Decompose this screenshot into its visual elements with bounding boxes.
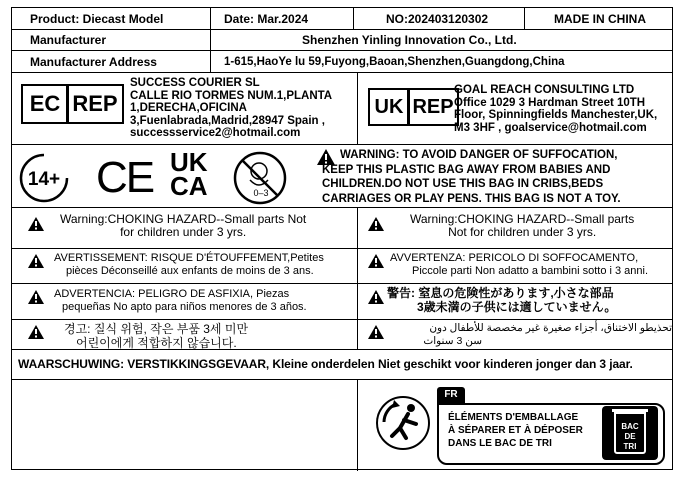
manufacturer-address: 1-615,HaoYe lu 59,Fuyong,Baoan,Shenzhen,Guangdong,China [224,56,565,68]
choking-warning-it: AVVERTENZA: PERICOLO DI SOFFOCAMENTO, Piccole parti Non adatto a bambini sotto i 3 anni. [390,252,649,277]
choking-warning-ar: تحذيطو الاختناق، أجزاء صغيرة غير مخصصة للأطفال دون سن 3 سنوات [423,322,672,347]
choking-warning-ja: 警告: 窒息の危険性があります,小さな部品 3歳未満の子供には適していません。 [387,286,617,314]
uk-rep-badge-left: UK [368,88,410,126]
choking-warning-icon [28,217,44,231]
suffocation-warning: WARNING: TO AVOID DANGER OF SUFFOCATION, KEEP THIS PLASTIC BAG AWAY FROM BABIES AND CHILDREN.DO NOT USE THIS BAG IN CRIBS,BEDS CARRIAGES OR PLAY PENS. THIS BAG IS NOT A TOY. [322,149,621,205]
country-of-origin: MADE IN CHINA [554,12,646,26]
age-warning-icon [18,152,70,204]
svg-text:0–3: 0–3 [253,188,269,198]
uk-rep-address: GOAL REACH CONSULTING LTD Office 1029 3 Hardman Street 10TH Floor, Spinningfields Manchester,UK, M3 3HF , goalservice@hotmail.com [454,84,658,134]
choking-warning-icon [28,290,44,304]
sorting-instructions: ÉLÉMENTS D'EMBALLAGE À SÉPARER ET À DÉPOSER DANS LE BAC DE TRI [448,412,583,449]
choking-warning-nl: WAARSCHUWING: VERSTIKKINGSGEVAAR, Kleine onderdelen Niet geschikt voor kinderen jonger dan 3 jaar. [18,357,633,371]
choking-warning-ko: 경고: 질식 위험, 작은 부품 3세 미만 어린이에게 적합하지 않습니다. [64,322,249,350]
ec-rep-badge-right: REP [66,84,124,124]
triman-icon [374,392,432,454]
choking-warning-icon [28,254,44,268]
ec-rep-address: SUCCESS COURIER SL CALLE RIO TORMES NUM.1,PLANTA 1,DERECHA,OFICINA 3,Fuenlabrada,Madrid,28947 Spain , successservice2@hotmail.com [130,77,333,139]
choking-warning-fr: AVERTISSEMENT: RISQUE D'ÉTOUFFEMENT,Petites pièces Déconseillé aux enfants de moins de 3 ans. [54,252,324,277]
production-date: Date: Mar.2024 [224,12,309,26]
product-label [11,7,673,470]
manufacturer-name: Shenzhen Yinling Innovation Co., Ltd. [302,33,517,47]
manufacturer-label: Manufacturer [30,33,107,47]
country-tag: FR [437,387,465,403]
address-label: Manufacturer Address [30,55,157,69]
uk-rep-badge-right: REP [407,88,459,126]
choking-warning-en-right: Warning:CHOKING HAZARD--Small parts Not for children under 3 yrs. [410,212,635,239]
choking-warning-icon [368,290,384,304]
ec-rep-badge-left: EC [21,84,69,124]
choking-warning-icon [28,325,44,339]
ukca-mark-icon: UK CA [170,147,208,201]
age-text: 14+ [27,169,61,190]
recycling-bin-icon: BAC DE TRI [602,406,658,460]
not-for-under-3-icon [232,150,288,206]
product-name: Product: Diecast Model [30,12,164,26]
choking-warning-en: Warning:CHOKING HAZARD--Small parts Not for children under 3 yrs. [60,212,307,239]
ce-mark-icon: CE [96,153,154,202]
choking-warning-es: ADVERTENCIA: PELIGRO DE ASFIXIA, Piezas pequeñas No apto para niños menores de 3 años. [54,288,307,313]
choking-warning-icon [368,325,384,339]
choking-warning-icon [368,254,384,268]
choking-warning-icon [368,217,384,231]
batch-number: NO:202403120302 [386,12,489,26]
